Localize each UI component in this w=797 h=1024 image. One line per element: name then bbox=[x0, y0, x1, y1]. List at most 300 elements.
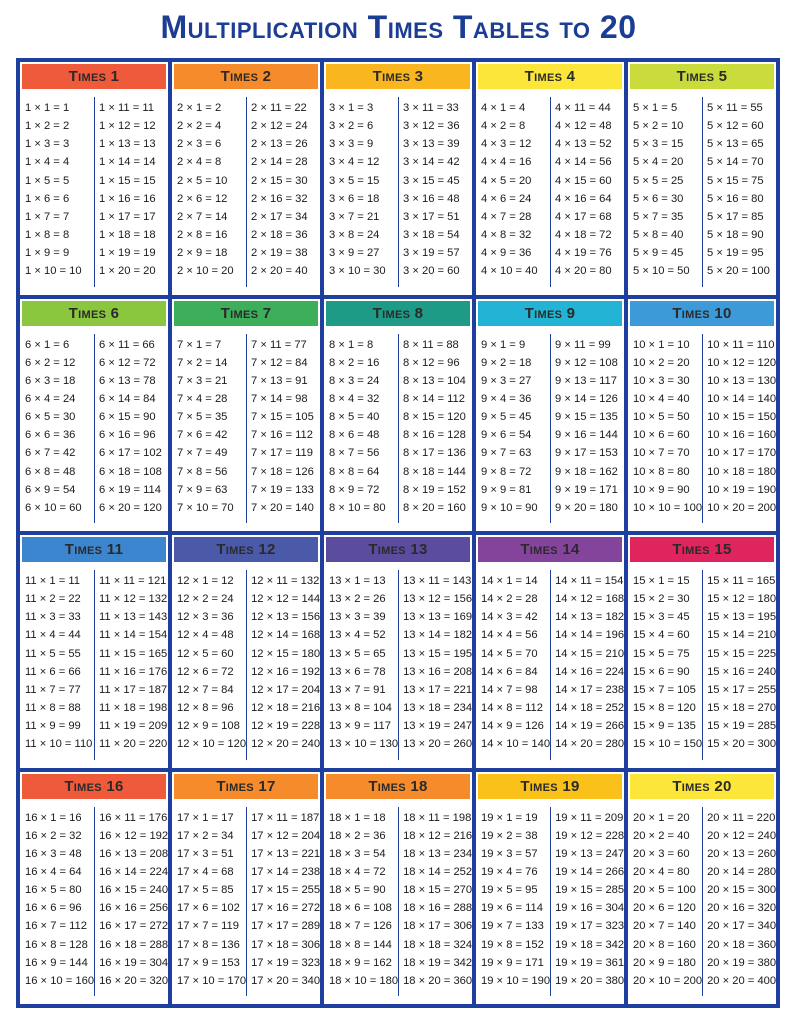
fact-row: 12 × 11 = 132 bbox=[251, 575, 320, 587]
fact-row: 5 × 13 = 65 bbox=[707, 138, 764, 151]
fact-column bbox=[94, 97, 168, 287]
fact-row: 17 × 1 = 17 bbox=[177, 811, 234, 824]
fact-row: 16 × 6 = 96 bbox=[25, 902, 82, 915]
fact-row: 18 × 8 = 144 bbox=[329, 938, 392, 951]
fact-row: 18 × 2 = 36 bbox=[329, 829, 386, 842]
fact-row: 7 × 18 = 126 bbox=[251, 465, 314, 478]
fact-row: 13 × 4 = 52 bbox=[329, 629, 386, 642]
fact-row: 3 × 9 = 27 bbox=[329, 247, 380, 260]
fact-row: 3 × 8 = 24 bbox=[329, 229, 380, 242]
fact-row: 15 × 5 = 75 bbox=[633, 647, 690, 660]
fact-row: 6 × 12 = 72 bbox=[99, 356, 156, 369]
fact-row: 12 × 20 = 240 bbox=[251, 738, 320, 751]
fact-row: 1 × 18 = 18 bbox=[99, 229, 156, 242]
fact-row: 12 × 3 = 36 bbox=[177, 611, 234, 624]
times-card-body bbox=[628, 89, 776, 295]
fact-row: 13 × 5 = 65 bbox=[329, 647, 386, 660]
fact-row: 16 × 16 = 256 bbox=[99, 902, 168, 915]
fact-row: 7 × 20 = 140 bbox=[251, 501, 314, 514]
times-card-header: Times 11 bbox=[22, 537, 166, 562]
fact-row: 9 × 18 = 162 bbox=[555, 465, 618, 478]
fact-row: 10 × 15 = 150 bbox=[707, 411, 776, 424]
fact-row: 19 × 6 = 114 bbox=[481, 902, 544, 915]
fact-row: 20 × 2 = 40 bbox=[633, 829, 690, 842]
times-card-16 bbox=[20, 772, 168, 1005]
fact-row: 8 × 4 = 32 bbox=[329, 392, 380, 405]
fact-row: 2 × 2 = 4 bbox=[177, 120, 222, 133]
fact-row: 13 × 15 = 195 bbox=[403, 647, 472, 660]
fact-row: 8 × 5 = 40 bbox=[329, 411, 380, 424]
fact-row: 3 × 6 = 18 bbox=[329, 192, 380, 205]
fact-column bbox=[702, 334, 776, 524]
fact-row: 13 × 11 = 143 bbox=[403, 575, 472, 587]
fact-row: 1 × 12 = 12 bbox=[99, 120, 156, 133]
fact-row: 7 × 5 = 35 bbox=[177, 411, 228, 424]
fact-row: 2 × 12 = 24 bbox=[251, 120, 308, 133]
fact-row: 4 × 7 = 28 bbox=[481, 210, 532, 223]
fact-row: 12 × 12 = 144 bbox=[251, 593, 320, 606]
fact-row: 20 × 8 = 160 bbox=[633, 938, 696, 951]
times-card-11 bbox=[20, 535, 168, 768]
fact-row: 6 × 17 = 102 bbox=[99, 447, 162, 460]
fact-row: 11 × 17 = 187 bbox=[99, 683, 168, 696]
fact-row: 12 × 6 = 72 bbox=[177, 665, 234, 678]
fact-row: 20 × 5 = 100 bbox=[633, 884, 696, 897]
fact-row: 4 × 6 = 24 bbox=[481, 192, 532, 205]
fact-row: 1 × 5 = 5 bbox=[25, 174, 70, 187]
fact-row: 4 × 14 = 56 bbox=[555, 156, 612, 169]
fact-row: 5 × 18 = 90 bbox=[707, 229, 764, 242]
fact-row: 11 × 20 = 220 bbox=[99, 738, 168, 751]
fact-row: 12 × 16 = 192 bbox=[251, 665, 320, 678]
times-card-header: Times 13 bbox=[326, 537, 470, 562]
fact-row: 18 × 6 = 108 bbox=[329, 902, 392, 915]
fact-row: 8 × 13 = 104 bbox=[403, 374, 466, 387]
fact-row: 10 × 13 = 130 bbox=[707, 374, 776, 387]
times-card-body bbox=[324, 326, 472, 532]
fact-row: 10 × 9 = 90 bbox=[633, 483, 690, 496]
fact-row: 8 × 10 = 80 bbox=[329, 501, 386, 514]
fact-row: 12 × 10 = 120 bbox=[177, 738, 247, 751]
fact-row: 1 × 6 = 6 bbox=[25, 192, 70, 205]
times-card-20 bbox=[628, 772, 776, 1005]
times-card-header: Times 6 bbox=[22, 301, 166, 326]
times-card-header: Times 7 bbox=[174, 301, 318, 326]
fact-row: 6 × 16 = 96 bbox=[99, 429, 156, 442]
fact-row: 1 × 4 = 4 bbox=[25, 156, 70, 169]
fact-row: 9 × 13 = 117 bbox=[555, 374, 618, 387]
fact-row: 3 × 7 = 21 bbox=[329, 210, 380, 223]
times-card-header: Times 1 bbox=[22, 64, 166, 89]
times-card-13 bbox=[324, 535, 472, 768]
fact-row: 15 × 11 = 165 bbox=[707, 575, 776, 587]
fact-row: 16 × 7 = 112 bbox=[25, 920, 88, 933]
fact-column bbox=[398, 334, 472, 524]
fact-row: 15 × 17 = 255 bbox=[707, 683, 776, 696]
fact-row: 19 × 14 = 266 bbox=[555, 865, 624, 878]
fact-row: 12 × 2 = 24 bbox=[177, 593, 234, 606]
times-card-15 bbox=[628, 535, 776, 768]
times-card-3 bbox=[324, 62, 472, 295]
fact-row: 8 × 1 = 8 bbox=[329, 338, 374, 351]
fact-row: 14 × 11 = 154 bbox=[555, 575, 624, 587]
fact-row: 17 × 3 = 51 bbox=[177, 847, 234, 860]
fact-row: 5 × 14 = 70 bbox=[707, 156, 764, 169]
fact-row: 2 × 7 = 14 bbox=[177, 210, 228, 223]
fact-row: 17 × 10 = 170 bbox=[177, 974, 247, 987]
fact-row: 20 × 12 = 240 bbox=[707, 829, 776, 842]
fact-row: 2 × 9 = 18 bbox=[177, 247, 228, 260]
fact-row: 11 × 12 = 132 bbox=[99, 593, 168, 606]
times-card-body bbox=[172, 562, 320, 768]
fact-row: 9 × 11 = 99 bbox=[555, 338, 611, 351]
fact-row: 11 × 8 = 88 bbox=[25, 702, 81, 715]
fact-row: 12 × 19 = 228 bbox=[251, 720, 320, 733]
fact-row: 7 × 7 = 49 bbox=[177, 447, 228, 460]
fact-row: 10 × 6 = 60 bbox=[633, 429, 690, 442]
fact-row: 14 × 4 = 56 bbox=[481, 629, 538, 642]
fact-row: 7 × 13 = 91 bbox=[251, 374, 308, 387]
fact-row: 19 × 18 = 342 bbox=[555, 938, 624, 951]
fact-row: 14 × 19 = 266 bbox=[555, 720, 624, 733]
times-card-header: Times 16 bbox=[22, 774, 166, 799]
fact-row: 16 × 20 = 320 bbox=[99, 974, 168, 987]
fact-row: 14 × 13 = 182 bbox=[555, 611, 624, 624]
fact-row: 15 × 4 = 60 bbox=[633, 629, 690, 642]
fact-row: 17 × 5 = 85 bbox=[177, 884, 234, 897]
fact-row: 11 × 9 = 99 bbox=[25, 720, 81, 733]
fact-row: 11 × 19 = 209 bbox=[99, 720, 168, 733]
times-card-1 bbox=[20, 62, 168, 295]
fact-row: 11 × 11 = 121 bbox=[99, 575, 167, 587]
fact-row: 10 × 1 = 10 bbox=[633, 338, 690, 351]
fact-row: 4 × 15 = 60 bbox=[555, 174, 612, 187]
fact-row: 16 × 17 = 272 bbox=[99, 920, 168, 933]
fact-row: 14 × 18 = 252 bbox=[555, 702, 624, 715]
fact-row: 7 × 9 = 63 bbox=[177, 483, 228, 496]
fact-row: 12 × 18 = 216 bbox=[251, 702, 320, 715]
fact-row: 7 × 11 = 77 bbox=[251, 338, 307, 351]
fact-row: 19 × 10 = 190 bbox=[481, 974, 551, 987]
fact-row: 19 × 3 = 57 bbox=[481, 847, 538, 860]
fact-row: 16 × 8 = 128 bbox=[25, 938, 88, 951]
fact-row: 11 × 7 = 77 bbox=[25, 683, 81, 696]
fact-row: 16 × 9 = 144 bbox=[25, 956, 88, 969]
fact-row: 4 × 20 = 80 bbox=[555, 265, 612, 278]
fact-row: 18 × 13 = 234 bbox=[403, 847, 472, 860]
fact-column bbox=[20, 97, 94, 287]
fact-row: 17 × 17 = 289 bbox=[251, 920, 320, 933]
fact-row: 4 × 12 = 48 bbox=[555, 120, 612, 133]
fact-row: 18 × 14 = 252 bbox=[403, 865, 472, 878]
fact-column bbox=[172, 807, 246, 997]
times-tables-grid bbox=[16, 58, 780, 1008]
fact-row: 10 × 4 = 40 bbox=[633, 392, 690, 405]
times-card-header: Times 3 bbox=[326, 64, 470, 89]
fact-row: 20 × 6 = 120 bbox=[633, 902, 696, 915]
times-card-header: Times 9 bbox=[478, 301, 622, 326]
fact-row: 3 × 16 = 48 bbox=[403, 192, 460, 205]
fact-column bbox=[94, 570, 168, 760]
times-card-body bbox=[324, 799, 472, 1005]
fact-row: 6 × 7 = 42 bbox=[25, 447, 76, 460]
fact-row: 17 × 20 = 340 bbox=[251, 974, 320, 987]
fact-row: 5 × 2 = 10 bbox=[633, 120, 684, 133]
fact-row: 7 × 1 = 7 bbox=[177, 338, 222, 351]
fact-row: 8 × 18 = 144 bbox=[403, 465, 466, 478]
fact-row: 13 × 19 = 247 bbox=[403, 720, 472, 733]
fact-row: 10 × 3 = 30 bbox=[633, 374, 690, 387]
fact-column bbox=[476, 97, 550, 287]
fact-row: 19 × 9 = 171 bbox=[481, 956, 544, 969]
times-card-12 bbox=[172, 535, 320, 768]
fact-row: 20 × 16 = 320 bbox=[707, 902, 776, 915]
fact-column bbox=[20, 334, 94, 524]
fact-column bbox=[94, 807, 168, 997]
times-card-body bbox=[324, 89, 472, 295]
fact-row: 11 × 15 = 165 bbox=[99, 647, 168, 660]
fact-row: 16 × 4 = 64 bbox=[25, 865, 82, 878]
times-card-14 bbox=[476, 535, 624, 768]
times-card-10 bbox=[628, 299, 776, 532]
fact-row: 20 × 20 = 400 bbox=[707, 974, 776, 987]
fact-row: 15 × 14 = 210 bbox=[707, 629, 776, 642]
times-card-body bbox=[476, 562, 624, 768]
fact-column bbox=[324, 97, 398, 287]
fact-row: 15 × 10 = 150 bbox=[633, 738, 703, 751]
fact-row: 9 × 12 = 108 bbox=[555, 356, 618, 369]
fact-row: 3 × 3 = 9 bbox=[329, 138, 374, 151]
fact-row: 19 × 7 = 133 bbox=[481, 920, 544, 933]
fact-row: 19 × 5 = 95 bbox=[481, 884, 538, 897]
fact-column bbox=[550, 97, 624, 287]
fact-row: 5 × 15 = 75 bbox=[707, 174, 764, 187]
fact-row: 6 × 8 = 48 bbox=[25, 465, 76, 478]
fact-row: 13 × 7 = 91 bbox=[329, 683, 386, 696]
times-card-19 bbox=[476, 772, 624, 1005]
fact-row: 5 × 8 = 40 bbox=[633, 229, 684, 242]
fact-row: 1 × 15 = 15 bbox=[99, 174, 156, 187]
fact-row: 18 × 5 = 90 bbox=[329, 884, 386, 897]
times-card-body bbox=[172, 326, 320, 532]
fact-row: 16 × 10 = 160 bbox=[25, 974, 95, 987]
fact-row: 15 × 3 = 45 bbox=[633, 611, 690, 624]
fact-row: 18 × 15 = 270 bbox=[403, 884, 472, 897]
fact-column bbox=[550, 570, 624, 760]
fact-row: 13 × 17 = 221 bbox=[403, 683, 472, 696]
fact-row: 20 × 17 = 340 bbox=[707, 920, 776, 933]
fact-column bbox=[398, 570, 472, 760]
fact-row: 20 × 15 = 300 bbox=[707, 884, 776, 897]
fact-row: 5 × 9 = 45 bbox=[633, 247, 684, 260]
times-card-2 bbox=[172, 62, 320, 295]
fact-column bbox=[246, 807, 320, 997]
fact-column bbox=[476, 570, 550, 760]
fact-row: 10 × 14 = 140 bbox=[707, 392, 776, 405]
fact-row: 8 × 7 = 56 bbox=[329, 447, 380, 460]
fact-row: 11 × 10 = 110 bbox=[25, 738, 93, 751]
fact-row: 17 × 14 = 238 bbox=[251, 865, 320, 878]
fact-row: 17 × 18 = 306 bbox=[251, 938, 320, 951]
fact-row: 16 × 12 = 192 bbox=[99, 829, 168, 842]
fact-row: 16 × 13 = 208 bbox=[99, 847, 168, 860]
times-card-header: Times 2 bbox=[174, 64, 318, 89]
fact-row: 6 × 18 = 108 bbox=[99, 465, 162, 478]
fact-column bbox=[94, 334, 168, 524]
fact-column bbox=[246, 334, 320, 524]
fact-row: 7 × 12 = 84 bbox=[251, 356, 308, 369]
fact-row: 18 × 11 = 198 bbox=[403, 811, 472, 824]
fact-row: 12 × 17 = 204 bbox=[251, 683, 320, 696]
fact-row: 2 × 10 = 20 bbox=[177, 265, 234, 278]
fact-row: 13 × 18 = 234 bbox=[403, 702, 472, 715]
fact-row: 12 × 14 = 168 bbox=[251, 629, 320, 642]
times-card-8 bbox=[324, 299, 472, 532]
fact-row: 13 × 9 = 117 bbox=[329, 720, 392, 733]
fact-row: 19 × 12 = 228 bbox=[555, 829, 624, 842]
fact-row: 4 × 8 = 32 bbox=[481, 229, 532, 242]
times-card-header: Times 4 bbox=[478, 64, 622, 89]
times-card-body bbox=[20, 799, 168, 1005]
fact-row: 20 × 3 = 60 bbox=[633, 847, 690, 860]
times-card-body bbox=[476, 89, 624, 295]
fact-row: 19 × 20 = 380 bbox=[555, 974, 624, 987]
fact-row: 14 × 6 = 84 bbox=[481, 665, 538, 678]
fact-row: 17 × 19 = 323 bbox=[251, 956, 320, 969]
fact-row: 18 × 18 = 324 bbox=[403, 938, 472, 951]
fact-row: 8 × 20 = 160 bbox=[403, 501, 466, 514]
fact-row: 11 × 4 = 44 bbox=[25, 629, 81, 642]
fact-row: 8 × 8 = 64 bbox=[329, 465, 380, 478]
fact-row: 18 × 12 = 216 bbox=[403, 829, 472, 842]
fact-row: 13 × 13 = 169 bbox=[403, 611, 472, 624]
fact-row: 6 × 19 = 114 bbox=[99, 483, 162, 496]
times-card-body bbox=[324, 562, 472, 768]
times-card-header: Times 15 bbox=[630, 537, 774, 562]
fact-row: 9 × 5 = 45 bbox=[481, 411, 532, 424]
fact-row: 5 × 1 = 5 bbox=[633, 102, 678, 114]
fact-row: 6 × 6 = 36 bbox=[25, 429, 76, 442]
fact-column bbox=[20, 570, 94, 760]
times-card-header: Times 14 bbox=[478, 537, 622, 562]
fact-row: 17 × 6 = 102 bbox=[177, 902, 240, 915]
fact-row: 8 × 2 = 16 bbox=[329, 356, 380, 369]
fact-row: 4 × 2 = 8 bbox=[481, 120, 526, 133]
fact-column bbox=[550, 334, 624, 524]
fact-row: 12 × 9 = 108 bbox=[177, 720, 240, 733]
fact-row: 20 × 9 = 180 bbox=[633, 956, 696, 969]
fact-row: 1 × 17 = 17 bbox=[99, 210, 156, 223]
fact-row: 14 × 3 = 42 bbox=[481, 611, 538, 624]
times-card-body bbox=[476, 326, 624, 532]
fact-row: 2 × 3 = 6 bbox=[177, 138, 222, 151]
fact-row: 20 × 11 = 220 bbox=[707, 811, 776, 824]
fact-row: 15 × 12 = 180 bbox=[707, 593, 776, 606]
fact-row: 1 × 10 = 10 bbox=[25, 265, 82, 278]
fact-row: 18 × 20 = 360 bbox=[403, 974, 472, 987]
fact-row: 5 × 6 = 30 bbox=[633, 192, 684, 205]
fact-row: 11 × 2 = 22 bbox=[25, 593, 81, 606]
times-card-5 bbox=[628, 62, 776, 295]
fact-column bbox=[172, 570, 246, 760]
fact-row: 3 × 14 = 42 bbox=[403, 156, 460, 169]
fact-row: 10 × 11 = 110 bbox=[707, 338, 775, 351]
times-card-6 bbox=[20, 299, 168, 532]
fact-row: 17 × 15 = 255 bbox=[251, 884, 320, 897]
times-card-body bbox=[628, 562, 776, 768]
fact-row: 19 × 11 = 209 bbox=[555, 811, 624, 824]
fact-row: 8 × 14 = 112 bbox=[403, 392, 466, 405]
fact-row: 3 × 10 = 30 bbox=[329, 265, 386, 278]
fact-row: 2 × 1 = 2 bbox=[177, 102, 222, 114]
fact-row: 13 × 12 = 156 bbox=[403, 593, 472, 606]
fact-row: 7 × 6 = 42 bbox=[177, 429, 228, 442]
fact-row: 6 × 11 = 66 bbox=[99, 338, 155, 351]
fact-row: 7 × 2 = 14 bbox=[177, 356, 228, 369]
fact-row: 20 × 4 = 80 bbox=[633, 865, 690, 878]
fact-row: 17 × 7 = 119 bbox=[177, 920, 240, 933]
fact-row: 4 × 18 = 72 bbox=[555, 229, 612, 242]
fact-row: 17 × 11 = 187 bbox=[251, 811, 320, 824]
fact-row: 19 × 1 = 19 bbox=[481, 811, 538, 824]
fact-row: 20 × 14 = 280 bbox=[707, 865, 776, 878]
fact-row: 17 × 16 = 272 bbox=[251, 902, 320, 915]
fact-column bbox=[702, 807, 776, 997]
fact-row: 19 × 15 = 285 bbox=[555, 884, 624, 897]
fact-row: 5 × 7 = 35 bbox=[633, 210, 684, 223]
fact-row: 16 × 1 = 16 bbox=[25, 811, 82, 824]
fact-row: 14 × 12 = 168 bbox=[555, 593, 624, 606]
fact-row: 3 × 20 = 60 bbox=[403, 265, 460, 278]
times-card-header: Times 8 bbox=[326, 301, 470, 326]
fact-row: 2 × 16 = 32 bbox=[251, 192, 308, 205]
fact-row: 15 × 8 = 120 bbox=[633, 702, 696, 715]
fact-row: 13 × 20 = 260 bbox=[403, 738, 472, 751]
fact-row: 1 × 13 = 13 bbox=[99, 138, 156, 151]
times-card-header: Times 5 bbox=[630, 64, 774, 89]
fact-row: 4 × 13 = 52 bbox=[555, 138, 612, 151]
fact-row: 5 × 19 = 95 bbox=[707, 247, 764, 260]
fact-row: 7 × 10 = 70 bbox=[177, 501, 234, 514]
fact-row: 6 × 4 = 24 bbox=[25, 392, 76, 405]
fact-row: 4 × 19 = 76 bbox=[555, 247, 612, 260]
fact-row: 14 × 1 = 14 bbox=[481, 575, 538, 587]
fact-row: 18 × 3 = 54 bbox=[329, 847, 386, 860]
fact-row: 3 × 2 = 6 bbox=[329, 120, 374, 133]
fact-row: 17 × 4 = 68 bbox=[177, 865, 234, 878]
fact-row: 11 × 5 = 55 bbox=[25, 647, 81, 660]
fact-row: 12 × 4 = 48 bbox=[177, 629, 234, 642]
fact-row: 18 × 4 = 72 bbox=[329, 865, 386, 878]
fact-row: 20 × 10 = 200 bbox=[633, 974, 703, 987]
fact-row: 15 × 2 = 30 bbox=[633, 593, 690, 606]
fact-row: 17 × 8 = 136 bbox=[177, 938, 240, 951]
fact-row: 9 × 2 = 18 bbox=[481, 356, 532, 369]
fact-row: 4 × 11 = 44 bbox=[555, 102, 611, 114]
times-card-body bbox=[476, 799, 624, 1005]
fact-column bbox=[398, 97, 472, 287]
fact-row: 1 × 2 = 2 bbox=[25, 120, 70, 133]
fact-row: 13 × 1 = 13 bbox=[329, 575, 386, 587]
fact-row: 16 × 11 = 176 bbox=[99, 811, 168, 824]
times-card-18 bbox=[324, 772, 472, 1005]
fact-column bbox=[398, 807, 472, 997]
fact-row: 13 × 2 = 26 bbox=[329, 593, 386, 606]
fact-row: 8 × 15 = 120 bbox=[403, 411, 466, 424]
fact-row: 16 × 2 = 32 bbox=[25, 829, 82, 842]
fact-row: 19 × 19 = 361 bbox=[555, 956, 624, 969]
fact-row: 9 × 16 = 144 bbox=[555, 429, 618, 442]
